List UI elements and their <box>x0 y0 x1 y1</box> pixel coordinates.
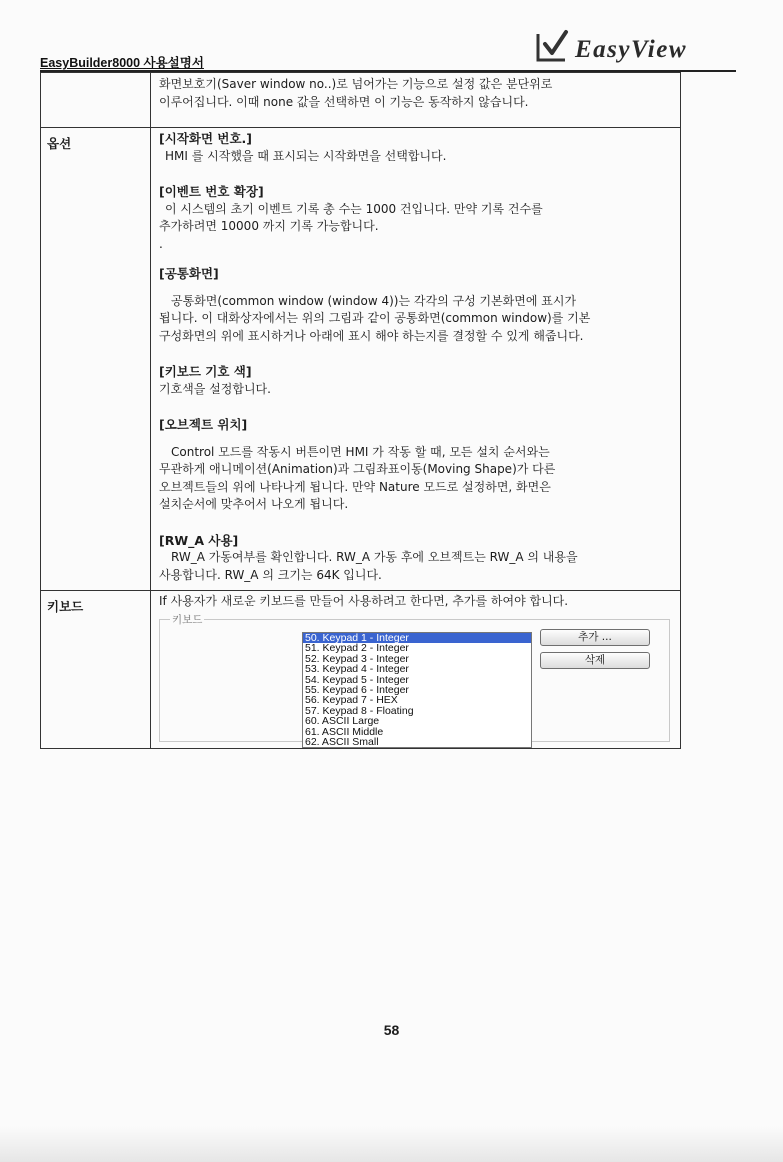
keycolor-text: 기호색을 설정합니다. <box>159 381 271 396</box>
keyboard-list-item[interactable]: 60. ASCII Large <box>305 715 380 728</box>
keyboard-list-item[interactable]: 53. Keypad 4 - Integer <box>305 663 409 676</box>
keycolor-title: [키보드 기호 색] <box>159 364 252 379</box>
keyboard-list-item[interactable]: 52. Keypad 3 - Integer <box>305 652 409 665</box>
event-line-2: 추가하려면 10000 까지 기록 가능합니다. <box>159 219 379 233</box>
table-row <box>41 73 681 128</box>
startup-text: HMI 를 시작했을 때 표시되는 시작화면을 선택합니다. <box>165 148 447 163</box>
keyboard-label: 키보드 <box>47 600 84 614</box>
row-content-cell <box>151 128 681 591</box>
event-line-1: 이 시스템의 초기 이벤트 기록 총 수는 1000 건입니다. 만약 기록 건수를 <box>165 201 543 216</box>
keyboard-list-item[interactable]: 51. Keypad 2 - Integer <box>305 642 409 655</box>
add-keyboard-button[interactable]: 추가 ... <box>540 629 650 646</box>
delete-keyboard-button[interactable]: 삭제 <box>540 652 650 669</box>
common-line-2: 됩니다. 이 대화상자에서는 위의 그림과 같이 공통화면(common window)를 기본 <box>159 311 591 325</box>
manual-title: EasyBuilder8000 사용설명서 <box>40 56 204 70</box>
keyboard-group-label: 키보드 <box>172 614 203 626</box>
options-label: 옵션 <box>47 137 72 151</box>
table-row <box>41 128 681 591</box>
row-content-cell <box>151 73 681 128</box>
keyboard-groupbox <box>159 612 670 748</box>
row-label-cell <box>41 128 151 591</box>
row-label-cell <box>41 73 151 128</box>
common-title: [공통화면] <box>159 266 219 281</box>
saver-line-1: 화면보호기(Saver window no..)로 넘어가는 기능으로 설정 값은 분단위로 <box>159 77 553 91</box>
keyboard-list-item[interactable]: 56. Keypad 7 - HEX <box>305 694 398 707</box>
keyboard-list-item[interactable]: 62. ASCII Small <box>305 736 379 748</box>
common-line-1: 공통화면(common window (window 4))는 각각의 구성 기본화면에 표시가 <box>171 293 577 308</box>
objpos-line-2: 무관하게 애니메이션(Animation)과 그림좌표이동(Moving Shape)가 다른 <box>159 462 556 476</box>
table-row <box>41 591 681 749</box>
keyboard-list-item[interactable]: 61. ASCII Middle <box>305 725 384 738</box>
page-bottom-shadow <box>0 1126 783 1162</box>
keyboard-list-item[interactable]: 50. Keypad 1 - Integer <box>303 633 531 643</box>
rwa-title: [RW_A 사용] <box>159 532 239 548</box>
saver-line-2: 이루어집니다. 이때 none 값을 선택하면 이 기능은 동작하지 않습니다. <box>159 94 529 109</box>
page-number: 58 <box>383 1022 400 1038</box>
startup-title: [시작화면 번호.] <box>159 131 252 146</box>
objpos-title: [오브젝트 위치] <box>159 417 248 432</box>
keyboard-intro: If 사용자가 새로운 키보드를 만들어 사용하려고 한다면, 추가를 하여야 합니다. <box>159 594 569 608</box>
event-dot: . <box>159 236 163 251</box>
row-label-cell <box>41 591 151 749</box>
row-content-cell <box>151 591 681 749</box>
logo-text: EasyView <box>575 36 688 63</box>
common-line-3: 구성화면의 위에 표시하거나 아래에 표시 해야 하는지를 결정할 수 있게 해줍니다. <box>159 328 584 343</box>
logo-check-icon <box>535 28 569 64</box>
rwa-line-1: RW_A 가동여부를 확인합니다. RW_A 가동 후에 오브젝트는 RW_A 의 내용을 <box>171 550 578 564</box>
options-table <box>40 72 681 749</box>
objpos-line-4: 설치순서에 맞추어서 나오게 됩니다. <box>159 497 349 511</box>
keyboard-listbox[interactable] <box>302 632 532 748</box>
keyboard-list-item[interactable]: 57. Keypad 8 - Floating <box>305 704 414 717</box>
event-title: [이벤트 번호 확장] <box>159 184 264 199</box>
rwa-line-2: 사용합니다. RW_A 의 크기는 64K 입니다. <box>159 567 382 582</box>
keyboard-list-item[interactable]: 54. Keypad 5 - Integer <box>305 673 409 686</box>
keyboard-list-item[interactable]: 55. Keypad 6 - Integer <box>305 684 409 697</box>
objpos-line-1: Control 모드를 작동시 버튼이면 HMI 가 작동 할 때, 모든 설치 순서와는 <box>171 444 550 459</box>
objpos-line-3: 오브젝트들의 위에 나타나게 됩니다. 만약 Nature 모드로 설정하면, 화면은 <box>159 479 551 494</box>
easyview-logo <box>535 26 725 70</box>
